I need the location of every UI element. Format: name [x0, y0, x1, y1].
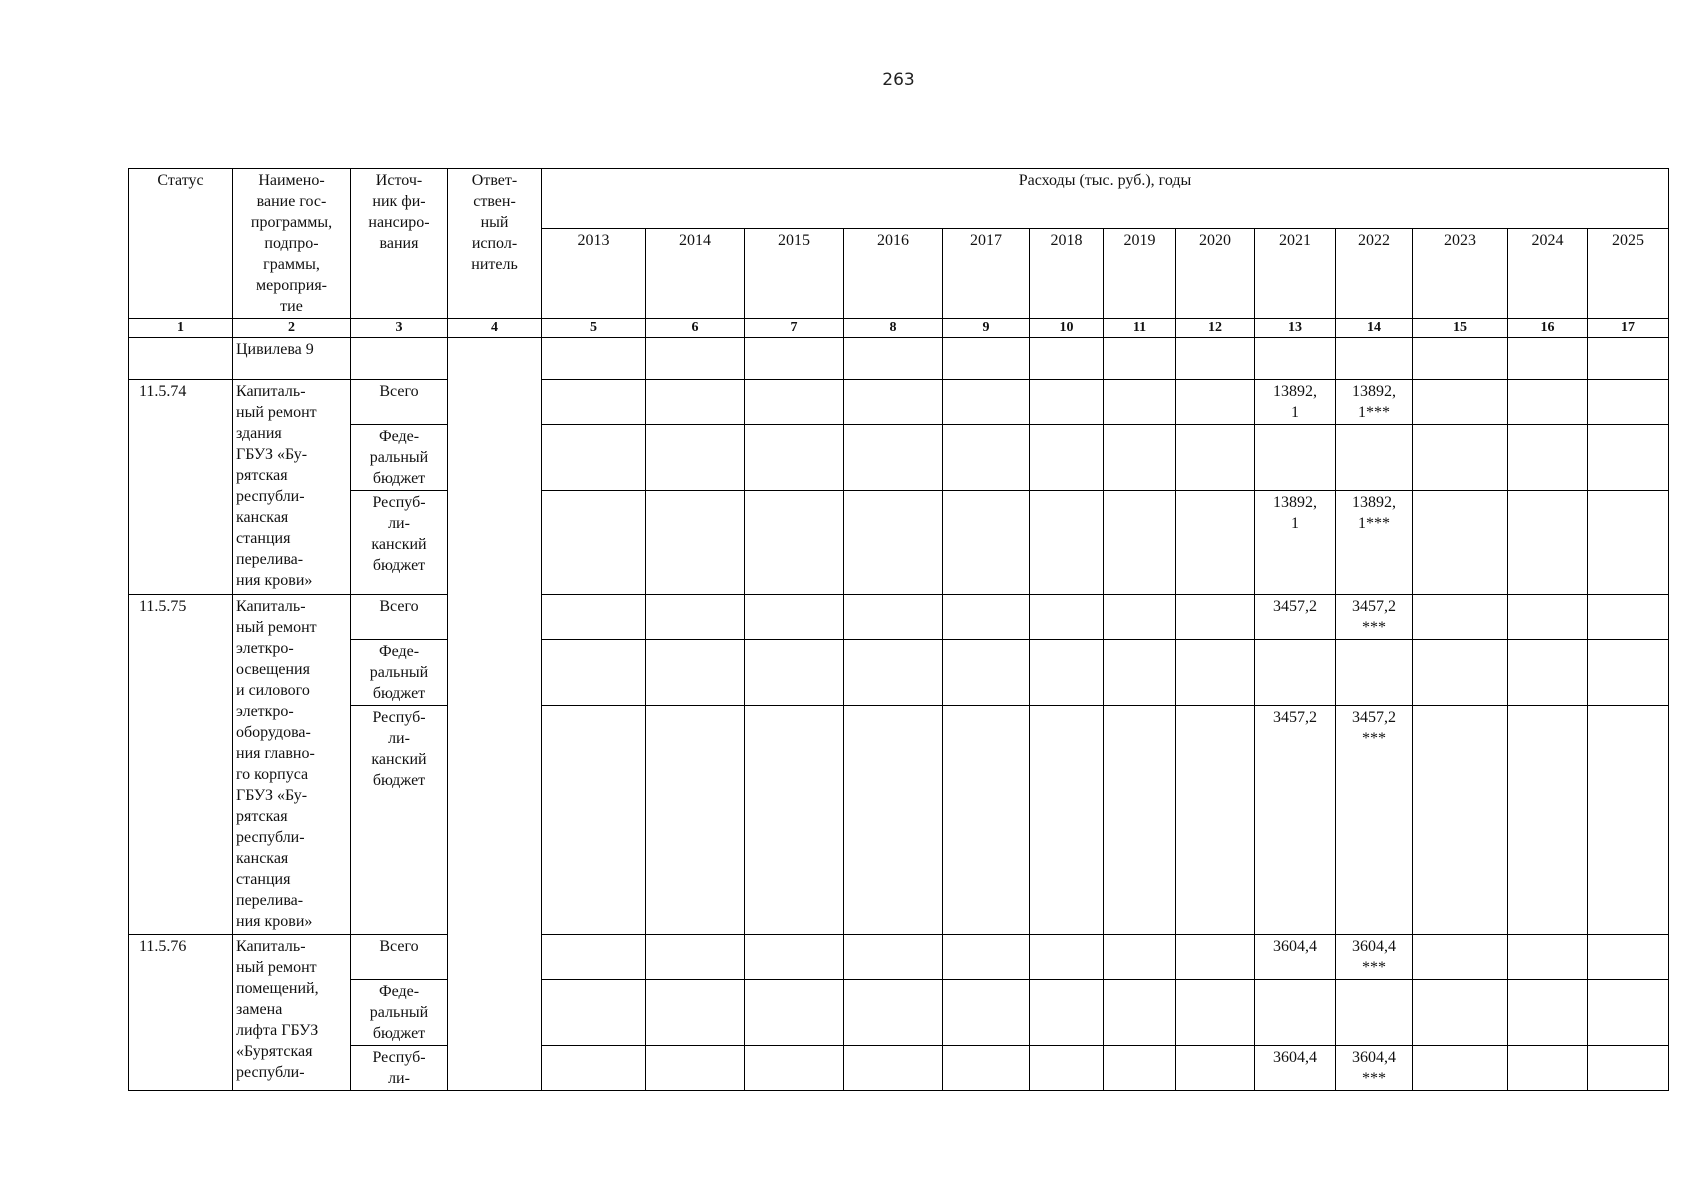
table-row: [129, 980, 1669, 1046]
executor-cell: [448, 338, 542, 1091]
source-republic-label: Респуб- ли-: [351, 1046, 448, 1091]
table-row: [129, 425, 1669, 491]
source-republic-label: Респуб- ли- канский бюджет: [351, 491, 448, 595]
table-row: [129, 595, 1669, 640]
value-2022: 13892, 1***: [1336, 491, 1413, 595]
column-number: 7: [745, 319, 844, 338]
year-2016: 2016: [844, 229, 943, 319]
source-total-label: Всего: [351, 935, 448, 980]
source-total-label: Всего: [351, 380, 448, 425]
year-2018: 2018: [1030, 229, 1104, 319]
measure-name: Капиталь- ный ремонт здания ГБУЗ «Бу- рятская республи- канская станция перелива- ния крови»: [233, 380, 351, 595]
year-2024: 2024: [1508, 229, 1588, 319]
header-source: Источ- ник фи- нансиро- вания: [351, 169, 448, 319]
value-2022: 3457,2 ***: [1336, 706, 1413, 935]
measure-name: Капиталь- ный ремонт помещений, замена лифта ГБУЗ «Бурятская республи-: [233, 935, 351, 1091]
source-federal-label: Феде- ральный бюджет: [351, 425, 448, 491]
year-2015: 2015: [745, 229, 844, 319]
status-cell: [129, 338, 233, 380]
year-2013: 2013: [542, 229, 646, 319]
header-expenses: Расходы (тыс. руб.), годы: [542, 169, 1669, 229]
year-2017: 2017: [943, 229, 1030, 319]
column-number-row: [129, 319, 1669, 338]
value-2021: 3457,2: [1255, 706, 1336, 935]
value-2022: 3604,4 ***: [1336, 935, 1413, 980]
table-row: [129, 380, 1669, 425]
value-2021: 13892, 1: [1255, 380, 1336, 425]
measure-name: Капиталь- ный ремонт элеткро- освещения и силового элеткро- оборудова- ния главно- го корпуса ГБУЗ «Бу- рятская республи- канская станция перелива- ния крови»: [233, 595, 351, 935]
table-row: [129, 640, 1669, 706]
expenses-table: [128, 168, 1669, 1091]
column-number: 5: [542, 319, 646, 338]
value-2021: 3457,2: [1255, 595, 1336, 640]
column-number: 12: [1176, 319, 1255, 338]
column-number: 3: [351, 319, 448, 338]
column-number: 4: [448, 319, 542, 338]
header-row: [129, 169, 1669, 229]
table-row: [129, 1046, 1669, 1091]
year-2021: 2021: [1255, 229, 1336, 319]
column-number: 17: [1588, 319, 1669, 338]
table-row: [129, 338, 1669, 380]
status-cell: 11.5.76: [129, 935, 233, 1091]
value-2021: 3604,4: [1255, 1046, 1336, 1091]
header-name: Наимено- вание гос- программы, подпро- граммы, мероприя- тие: [233, 169, 351, 319]
column-number: 13: [1255, 319, 1336, 338]
column-number: 14: [1336, 319, 1413, 338]
year-2022: 2022: [1336, 229, 1413, 319]
column-number: 8: [844, 319, 943, 338]
column-number: 2: [233, 319, 351, 338]
value-2022: 3457,2 ***: [1336, 595, 1413, 640]
value-2021: 13892, 1: [1255, 491, 1336, 595]
source-federal-label: Феде- ральный бюджет: [351, 980, 448, 1046]
status-cell: 11.5.74: [129, 380, 233, 595]
value-2021: 3604,4: [1255, 935, 1336, 980]
table-row: [129, 935, 1669, 980]
source-federal-label: Феде- ральный бюджет: [351, 640, 448, 706]
table-row: [129, 491, 1669, 595]
page-number: 263: [882, 70, 915, 90]
header-status: Статус: [129, 169, 233, 319]
source-republic-label: Респуб- ли- канский бюджет: [351, 706, 448, 935]
year-2020: 2020: [1176, 229, 1255, 319]
column-number: 11: [1104, 319, 1176, 338]
value-2022: 13892, 1***: [1336, 380, 1413, 425]
year-2023: 2023: [1413, 229, 1508, 319]
status-cell: 11.5.75: [129, 595, 233, 935]
source-cell: [351, 338, 448, 380]
source-total-label: Всего: [351, 595, 448, 640]
column-number: 10: [1030, 319, 1104, 338]
column-number: 16: [1508, 319, 1588, 338]
column-number: 15: [1413, 319, 1508, 338]
year-2025: 2025: [1588, 229, 1669, 319]
value-2022: 3604,4 ***: [1336, 1046, 1413, 1091]
column-number: 9: [943, 319, 1030, 338]
column-number: 6: [646, 319, 745, 338]
year-2019: 2019: [1104, 229, 1176, 319]
year-2014: 2014: [646, 229, 745, 319]
measure-name: Цивилева 9: [233, 338, 351, 380]
header-executor: Ответ- ствен- ный испол- нитель: [448, 169, 542, 319]
table-row: [129, 706, 1669, 935]
column-number: 1: [129, 319, 233, 338]
